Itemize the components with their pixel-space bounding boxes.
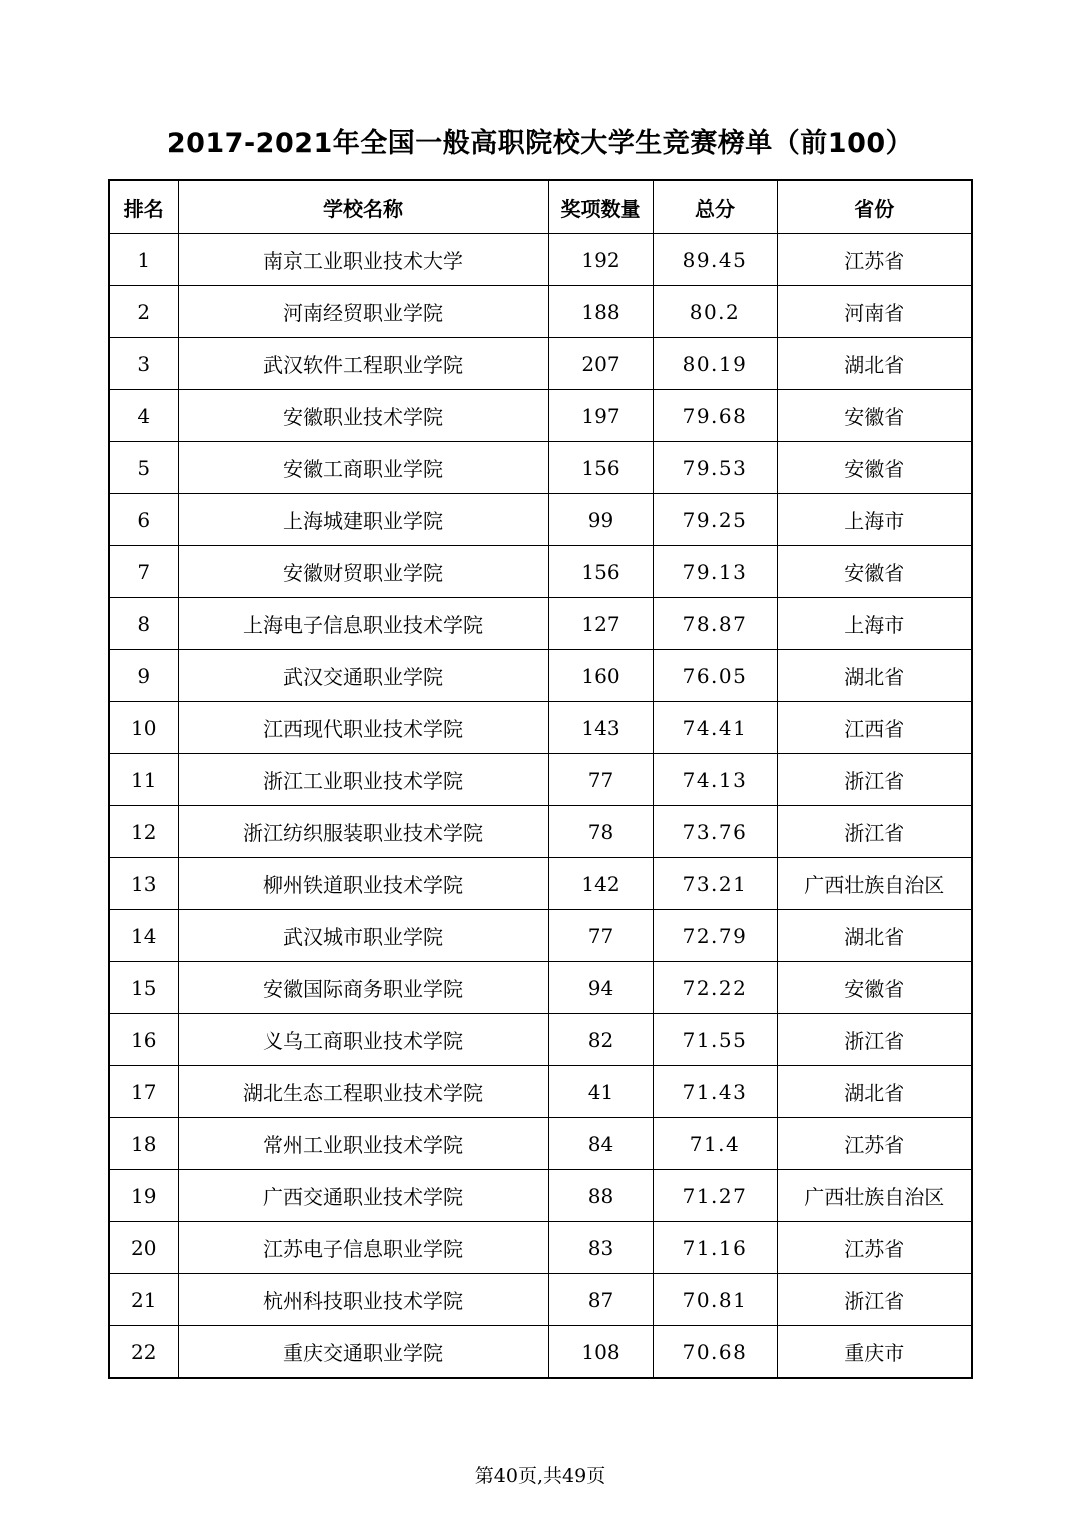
cell-score: 71.27 [653,1170,777,1222]
cell-province: 湖北省 [777,910,972,962]
cell-rank: 2 [109,286,178,338]
cell-awards: 156 [548,442,653,494]
cell-province: 广西壮族自治区 [777,858,972,910]
table-row [109,1274,972,1326]
cell-school: 杭州科技职业技术学院 [178,1274,548,1326]
cell-school: 武汉交通职业学院 [178,650,548,702]
table-row [109,338,972,390]
cell-school: 安徽国际商务职业学院 [178,962,548,1014]
cell-province: 安徽省 [777,962,972,1014]
table-row [109,910,972,962]
cell-school: 武汉软件工程职业学院 [178,338,548,390]
cell-rank: 9 [109,650,178,702]
table-row [109,962,972,1014]
cell-awards: 192 [548,234,653,286]
cell-province: 安徽省 [777,390,972,442]
table-row [109,1066,972,1118]
cell-score: 89.45 [653,234,777,286]
page-number: 第40页,共49页 [474,1465,606,1487]
cell-school: 常州工业职业技术学院 [178,1118,548,1170]
cell-score: 78.87 [653,598,777,650]
cell-rank: 19 [109,1170,178,1222]
header-school: 学校名称 [178,180,548,234]
cell-school: 上海城建职业学院 [178,494,548,546]
cell-score: 74.41 [653,702,777,754]
cell-rank: 4 [109,390,178,442]
cell-province: 江苏省 [777,1118,972,1170]
cell-province: 上海市 [777,494,972,546]
cell-awards: 127 [548,598,653,650]
table-row [109,286,972,338]
cell-province: 重庆市 [777,1326,972,1379]
cell-province: 安徽省 [777,442,972,494]
cell-score: 71.43 [653,1066,777,1118]
table-row [109,1118,972,1170]
cell-score: 71.55 [653,1014,777,1066]
cell-school: 广西交通职业技术学院 [178,1170,548,1222]
cell-rank: 8 [109,598,178,650]
cell-province: 广西壮族自治区 [777,1170,972,1222]
cell-province: 湖北省 [777,338,972,390]
cell-awards: 82 [548,1014,653,1066]
cell-rank: 5 [109,442,178,494]
table-body [109,234,972,1379]
cell-awards: 78 [548,806,653,858]
header-score: 总分 [653,180,777,234]
cell-province: 浙江省 [777,754,972,806]
cell-awards: 83 [548,1222,653,1274]
table-row [109,806,972,858]
cell-awards: 143 [548,702,653,754]
cell-rank: 17 [109,1066,178,1118]
cell-awards: 77 [548,910,653,962]
cell-school: 安徽职业技术学院 [178,390,548,442]
cell-school: 江苏电子信息职业学院 [178,1222,548,1274]
table-row [109,234,972,286]
cell-school: 安徽工商职业学院 [178,442,548,494]
cell-school: 义乌工商职业技术学院 [178,1014,548,1066]
cell-score: 71.4 [653,1118,777,1170]
cell-school: 江西现代职业技术学院 [178,702,548,754]
cell-awards: 197 [548,390,653,442]
cell-school: 浙江纺织服装职业技术学院 [178,806,548,858]
cell-score: 71.16 [653,1222,777,1274]
cell-awards: 207 [548,338,653,390]
table-row [109,858,972,910]
cell-rank: 18 [109,1118,178,1170]
ranking-table [108,179,973,1379]
cell-school: 柳州铁道职业技术学院 [178,858,548,910]
cell-rank: 22 [109,1326,178,1379]
table-row [109,1014,972,1066]
table-row [109,442,972,494]
table-row [109,546,972,598]
cell-province: 浙江省 [777,1014,972,1066]
cell-score: 79.25 [653,494,777,546]
cell-school: 浙江工业职业技术学院 [178,754,548,806]
cell-rank: 21 [109,1274,178,1326]
cell-awards: 99 [548,494,653,546]
cell-score: 79.13 [653,546,777,598]
cell-rank: 20 [109,1222,178,1274]
cell-score: 73.76 [653,806,777,858]
header-rank: 排名 [109,180,178,234]
cell-rank: 7 [109,546,178,598]
cell-rank: 15 [109,962,178,1014]
cell-score: 72.79 [653,910,777,962]
cell-school: 河南经贸职业学院 [178,286,548,338]
cell-awards: 108 [548,1326,653,1379]
cell-school: 上海电子信息职业技术学院 [178,598,548,650]
cell-province: 江苏省 [777,1222,972,1274]
table-row [109,650,972,702]
table-header-row [109,180,972,234]
table-row [109,598,972,650]
cell-rank: 13 [109,858,178,910]
cell-province: 湖北省 [777,650,972,702]
cell-province: 浙江省 [777,806,972,858]
cell-rank: 3 [109,338,178,390]
cell-rank: 1 [109,234,178,286]
table-row [109,702,972,754]
cell-awards: 160 [548,650,653,702]
cell-score: 74.13 [653,754,777,806]
cell-province: 江苏省 [777,234,972,286]
cell-rank: 11 [109,754,178,806]
cell-awards: 41 [548,1066,653,1118]
cell-province: 江西省 [777,702,972,754]
cell-score: 76.05 [653,650,777,702]
cell-school: 南京工业职业技术大学 [178,234,548,286]
cell-score: 80.19 [653,338,777,390]
cell-score: 72.22 [653,962,777,1014]
page-title: 2017-2021年全国一般高职院校大学生竞赛榜单（前100） [166,128,914,159]
cell-school: 武汉城市职业学院 [178,910,548,962]
cell-awards: 77 [548,754,653,806]
cell-province: 安徽省 [777,546,972,598]
table-row [109,754,972,806]
cell-score: 79.53 [653,442,777,494]
cell-score: 80.2 [653,286,777,338]
cell-score: 73.21 [653,858,777,910]
cell-rank: 16 [109,1014,178,1066]
header-province: 省份 [777,180,972,234]
cell-score: 79.68 [653,390,777,442]
cell-awards: 94 [548,962,653,1014]
table-row [109,494,972,546]
cell-rank: 14 [109,910,178,962]
cell-school: 安徽财贸职业学院 [178,546,548,598]
table-row [109,1170,972,1222]
cell-province: 浙江省 [777,1274,972,1326]
cell-awards: 84 [548,1118,653,1170]
cell-awards: 142 [548,858,653,910]
cell-school: 湖北生态工程职业技术学院 [178,1066,548,1118]
cell-rank: 12 [109,806,178,858]
header-awards: 奖项数量 [548,180,653,234]
cell-score: 70.81 [653,1274,777,1326]
table-row [109,1222,972,1274]
cell-province: 上海市 [777,598,972,650]
cell-awards: 87 [548,1274,653,1326]
cell-province: 河南省 [777,286,972,338]
cell-rank: 6 [109,494,178,546]
cell-score: 70.68 [653,1326,777,1379]
cell-awards: 188 [548,286,653,338]
cell-rank: 10 [109,702,178,754]
table-row [109,390,972,442]
cell-province: 湖北省 [777,1066,972,1118]
table-row [109,1326,972,1379]
cell-awards: 156 [548,546,653,598]
cell-awards: 88 [548,1170,653,1222]
cell-school: 重庆交通职业学院 [178,1326,548,1379]
